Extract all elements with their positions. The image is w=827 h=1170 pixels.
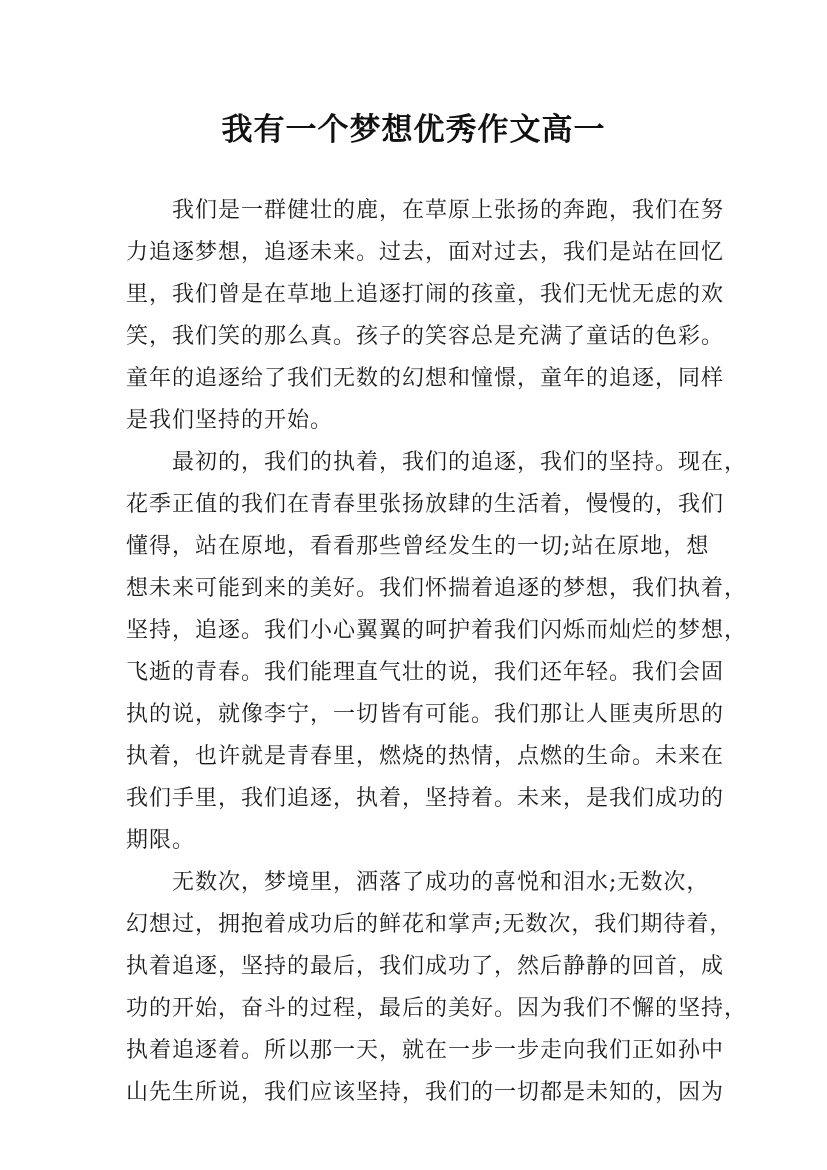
text-line: 童年的追逐给了我们无数的幻想和憧憬，童年的追逐，同样	[126, 366, 725, 391]
text-line: 想未来可能到来的美好。我们怀揣着追逐的梦想，我们执着，	[126, 576, 748, 601]
text-line: 我们手里，我们追逐，执着，坚持着。未来，是我们成功的	[126, 786, 725, 811]
text-line: 懂得，站在原地，看看那些曾经发生的一切;站在原地，想	[126, 534, 710, 559]
text-line: 执着追逐，坚持的最后，我们成功了，然后静静的回首，成	[126, 954, 725, 979]
text-line: 里，我们曾是在草地上追逐打闹的孩童，我们无忧无虑的欢	[126, 282, 725, 307]
text-line: 飞逝的青春。我们能理直气壮的说，我们还年轻。我们会固	[126, 660, 725, 685]
text-line: 功的开始，奋斗的过程，最后的美好。因为我们不懈的坚持，	[126, 996, 748, 1021]
text-line: 最初的，我们的执着，我们的追逐，我们的坚持。现在，	[126, 450, 748, 475]
text-line: 力追逐梦想，追逐未来。过去，面对过去，我们是站在回忆	[126, 240, 725, 265]
text-line: 笑，我们笑的那么真。孩子的笑容总是充满了童话的色彩。	[126, 324, 725, 349]
text-line: 执着，也许就是青春里，燃烧的热情，点燃的生命。未来在	[126, 744, 725, 769]
text-line: 是我们坚持的开始。	[126, 408, 334, 433]
text-line: 坚持，追逐。我们小心翼翼的呵护着我们闪烁而灿烂的梦想，	[126, 618, 748, 643]
document-title: 我有一个梦想优秀作文高一	[221, 112, 606, 148]
text-line: 无数次，梦境里，洒落了成功的喜悦和泪水;无数次，	[126, 870, 710, 895]
text-line: 山先生所说，我们应该坚持，我们的一切都是未知的，因为	[126, 1080, 725, 1105]
text-line: 花季正值的我们在青春里张扬放肆的生活着，慢慢的，我们	[126, 492, 725, 517]
text-line: 执的说，就像李宁，一切皆有可能。我们那让人匪夷所思的	[126, 702, 725, 727]
text-line: 幻想过，拥抱着成功后的鲜花和掌声;无数次，我们期待着，	[126, 912, 733, 937]
text-line: 执着追逐着。所以那一天，就在一步一步走向我们正如孙中	[126, 1038, 725, 1063]
text-line: 期限。	[126, 828, 196, 853]
text-line: 我们是一群健壮的鹿，在草原上张扬的奔跑，我们在努	[126, 198, 725, 223]
